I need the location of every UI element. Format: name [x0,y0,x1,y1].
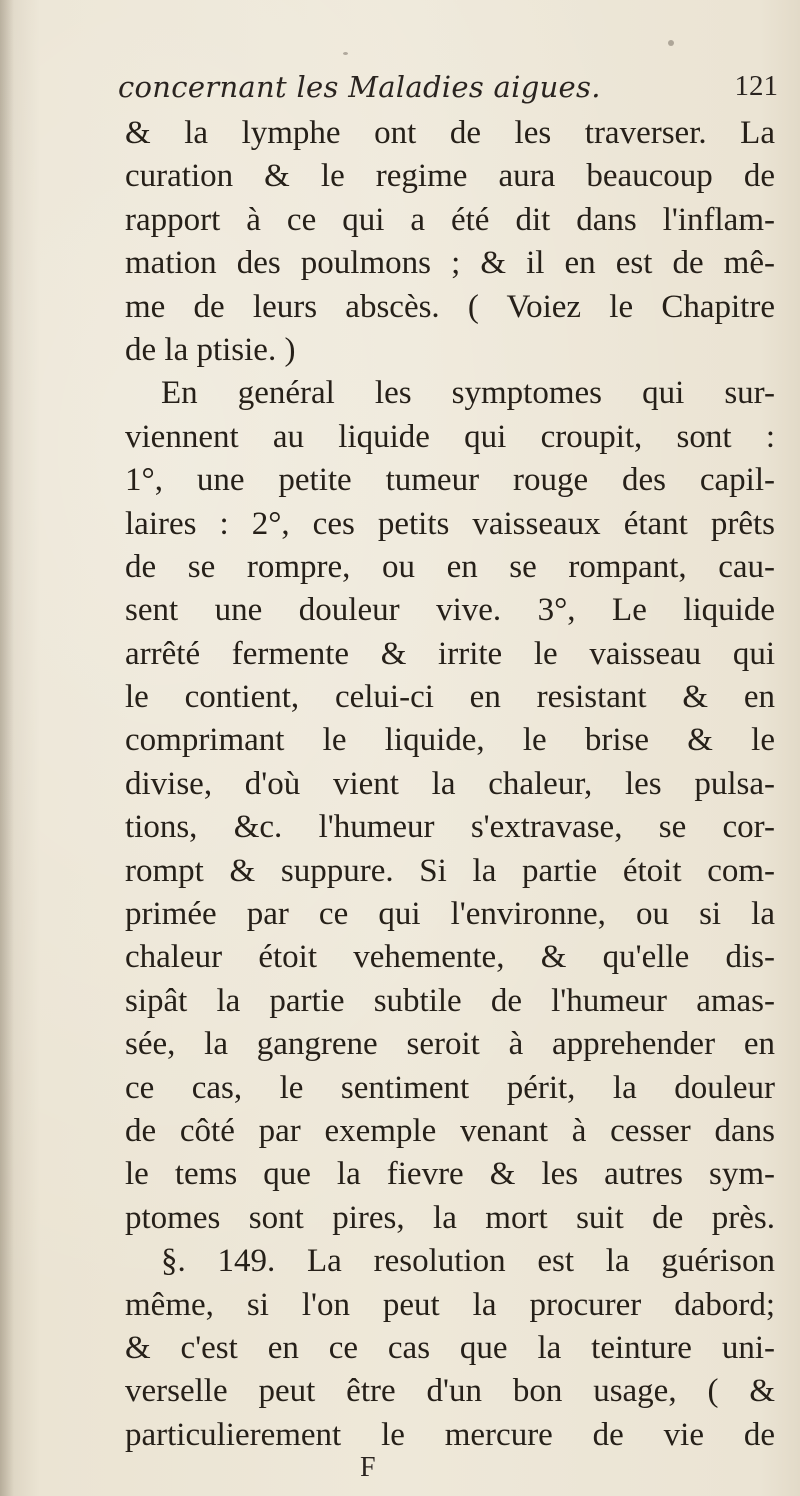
text-line: de côté par exemple venant à cesser dans [125,1112,775,1149]
text-line: divise, d'où vient la chaleur, les pulsa- [125,765,775,802]
text-line: §. 149. La resolution est la guérison [161,1243,775,1280]
page-number: 121 [734,70,778,102]
text-line: le tems que la fievre & les autres sym- [125,1156,775,1193]
page-header [118,70,788,114]
text-line: sipât la partie subtile de l'humeur amas- [125,982,775,1019]
body-text [125,112,775,1457]
text-line: sée, la gangrene seroit à apprehender en [125,1026,775,1063]
text-line: verselle peut être d'un bon usage, ( & [125,1373,775,1410]
text-line: de se rompre, ou en se rompant, cau- [125,548,775,585]
text-line: 1°, une petite tumeur rouge des capil- [125,462,775,499]
gutter-shadow [0,0,14,1496]
text-line: ptomes sont pires, la mort suit de près. [125,1199,775,1236]
ink-speck [705,432,709,436]
text-line: chaleur étoit vehemente, & qu'elle dis- [125,939,775,976]
ink-speck [668,40,674,46]
text-line: arrêté fermente & irrite le vaisseau qui [125,635,775,672]
text-line: le contient, celui-ci en resistant & en [125,679,775,716]
signature-mark: F [360,1452,376,1483]
text-line: viennent au liquide qui croupit, sont : [125,418,775,455]
text-line: sent une douleur vive. 3°, Le liquide [125,592,775,629]
text-line: rapport à ce qui a été dit dans l'inflam- [125,201,775,238]
text-line: primée par ce qui l'environne, ou si la [125,896,775,933]
text-line: même, si l'on peut la procurer dabord; [125,1286,775,1323]
text-line: comprimant le liquide, le brise & le [125,722,775,759]
text-line: En genéral les symptomes qui sur- [161,375,775,412]
text-line: ce cas, le sentiment périt, la douleur [125,1069,775,1106]
text-line: & c'est en ce cas que la teinture uni- [125,1329,775,1366]
text-line: curation & le regime aura beaucoup de [125,158,775,195]
ink-speck [343,52,348,55]
text-line: laires : 2°, ces petits vaisseaux étant prêts [125,505,775,542]
running-head: concernant les Maladies aigues. [118,70,601,104]
text-line: de la ptisie. ) [125,331,296,368]
text-line: particulierement le mercure de vie de [125,1416,775,1453]
text-line: mation des poulmons ; & il en est de mê- [125,245,775,282]
text-line: & la lymphe ont de les traverser. La [125,115,775,151]
text-line: tions, &c. l'humeur s'extravase, se cor- [125,809,775,846]
text-line: me de leurs abscès. ( Voiez le Chapitre [125,288,775,325]
text-line: rompt & suppure. Si la partie étoit com- [125,852,775,889]
